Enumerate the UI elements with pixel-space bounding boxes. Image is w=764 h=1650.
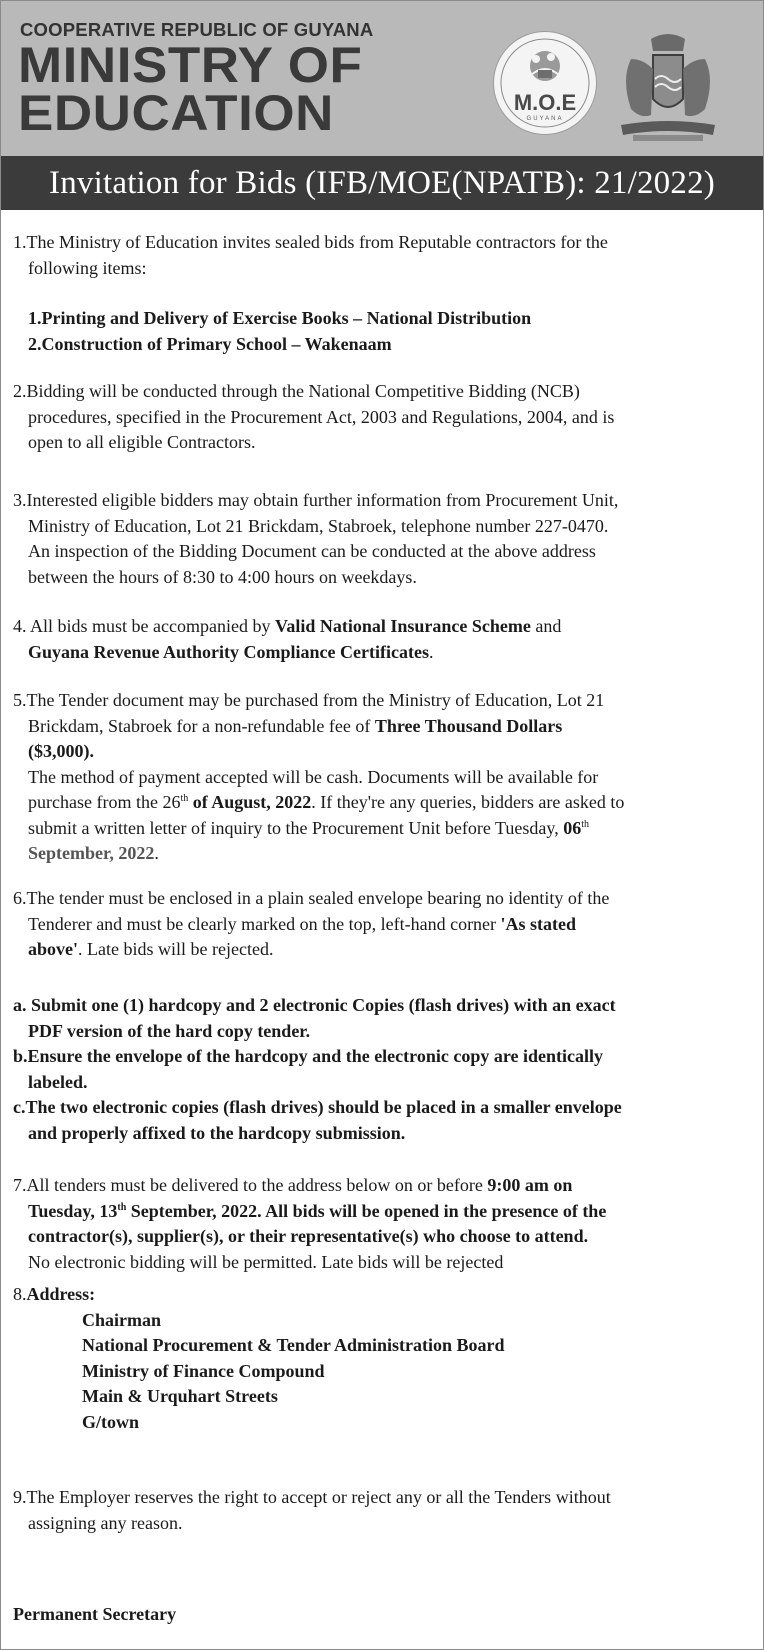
text-line	[13, 640, 749, 666]
text-line	[13, 816, 749, 842]
text-line: 6.The tender must be enclosed in a plain sealed envelope bearing no identity of the	[13, 888, 610, 908]
address-label: Address:	[26, 1284, 96, 1304]
text-line: and properly affixed to the hardcopy submission.	[28, 1122, 406, 1143]
country-name: COOPERATIVE REPUBLIC OF GUYANA	[20, 19, 374, 40]
text-span: 8.	[13, 1284, 27, 1304]
text-span-bold: Three Thousand Dollars	[374, 715, 563, 736]
text-span: and	[530, 616, 562, 636]
masthead	[1, 1, 763, 156]
text-span: .	[428, 641, 434, 662]
paragraph-6	[13, 886, 749, 963]
text-span-bold: Tuesday, 13	[28, 1200, 118, 1221]
list-item-b: b.Ensure the envelope of the hardcopy and the electronic copy are identically	[13, 1046, 603, 1066]
ministry-line-1: MINISTRY OF	[18, 37, 363, 93]
coat-of-arms-icon	[613, 29, 723, 147]
list-item-a: a. Submit one (1) hardcopy and 2 electronic Copies (flash drives) with an exact	[13, 995, 616, 1015]
text-line	[13, 937, 749, 963]
text-span: . If they're any queries, bidders are asked to	[311, 792, 625, 812]
text-line	[13, 614, 749, 640]
text-line: 9.The Employer reserves the right to accept or reject any or all the Tenders without	[13, 1487, 611, 1507]
paragraph-5	[13, 688, 749, 867]
text-line: Ministry of Education, Lot 21 Brickdam, Stabroek, telephone number 227-0470.	[28, 515, 609, 536]
list-item-c: c.The two electronic copies (flash drives) should be placed in a smaller envelope	[13, 1097, 622, 1117]
text-span-bold: September, 2022. All bids will be opened in the presence of the	[126, 1200, 607, 1221]
paragraph-3	[13, 488, 749, 590]
text-span: . Late bids will be rejected.	[78, 939, 274, 959]
text-line: open to all eligible Contractors.	[28, 432, 256, 452]
text-line: The method of payment accepted will be cash. Documents will be available for	[28, 766, 599, 787]
text-line	[13, 714, 749, 740]
superscript: th	[117, 1201, 127, 1213]
text-line: PDF version of the hard copy tender.	[28, 1020, 311, 1041]
text-line	[13, 1199, 749, 1225]
text-line	[13, 790, 749, 816]
address-line: Main & Urquhart Streets	[82, 1386, 278, 1406]
text-line: between the hours of 8:30 to 4:00 hours on weekdays.	[28, 566, 417, 587]
moe-logo-text: M.O.E	[513, 90, 577, 115]
bid-item-2: 2.Construction of Primary School – Wakenaam	[28, 333, 392, 354]
text-span-bold: September, 2022	[28, 843, 155, 863]
text-line: 5.The Tender document may be purchased from the Ministry of Education, Lot 21	[13, 690, 605, 710]
paragraph-7	[13, 1173, 749, 1275]
text-line	[13, 739, 749, 765]
text-line	[13, 912, 749, 938]
text-span: submit a written letter of inquiry to the Procurement Unit before Tuesday,	[28, 817, 564, 838]
moe-logo	[493, 31, 597, 135]
text-span-bold: 06	[563, 817, 582, 838]
text-line: procedures, specified in the Procurement Act, 2003 and Regulations, 2004, and is	[28, 406, 615, 427]
text-line: 3.Interested eligible bidders may obtain further information from Procurement Unit,	[13, 490, 619, 510]
ministry-name	[18, 37, 363, 141]
paragraph-2	[13, 379, 749, 456]
text-span-bold: Valid National Insurance Scheme	[274, 616, 531, 636]
text-span: .	[154, 843, 159, 863]
submission-requirements-list	[13, 993, 749, 1146]
paragraph-4	[13, 614, 749, 665]
signature: Permanent Secretary	[13, 1604, 177, 1624]
text-span-bold: 9:00 am on	[487, 1175, 573, 1195]
text-span-bold: Guyana Revenue Authority Compliance Certificates	[28, 641, 429, 662]
text-span-bold: above'	[28, 939, 79, 959]
text-line: labeled.	[28, 1071, 88, 1092]
text-span-bold: 'As stated	[500, 913, 577, 934]
text-line	[13, 1282, 749, 1308]
text-span: Tenderer and must be clearly marked on the top, left-hand corner	[28, 913, 501, 934]
text-line: contractor(s), supplier(s), or their representative(s) who choose to attend.	[28, 1226, 589, 1246]
superscript: th	[180, 793, 189, 804]
moe-logo-subtext: GUYANA	[526, 116, 564, 122]
address-line: Ministry of Finance Compound	[82, 1360, 325, 1381]
text-line: assigning any reason.	[28, 1512, 183, 1533]
bid-item-1: 1.Printing and Delivery of Exercise Books – National Distribution	[28, 308, 532, 328]
text-span: Brickdam, Stabroek for a non-refundable fee of	[28, 715, 375, 736]
paragraph-9	[13, 1485, 749, 1536]
paragraph-1	[13, 230, 749, 357]
text-span: 7.All tenders must be delivered to the address below on or before	[13, 1175, 488, 1195]
text-line: 1.The Ministry of Education invites sealed bids from Reputable contractors for the	[13, 232, 608, 252]
text-line: An inspection of the Bidding Document can be conducted at the above address	[28, 541, 596, 561]
text-span: purchase from the 26	[28, 792, 181, 812]
address-line: G/town	[82, 1411, 140, 1432]
superscript: th	[581, 818, 590, 830]
page-title: Invitation for Bids (IFB/MOE(NPATB): 21/2022)	[1, 156, 763, 210]
text-line: following items:	[28, 257, 147, 278]
text-span: 4. All bids must be accompanied by	[13, 616, 275, 636]
address-line: Chairman	[82, 1309, 162, 1330]
ministry-line-2: EDUCATION	[18, 85, 334, 141]
text-line	[13, 841, 749, 867]
text-line	[13, 1173, 749, 1199]
paragraph-8-address	[13, 1282, 749, 1435]
text-span-bold: of August, 2022	[188, 792, 312, 812]
address-line: National Procurement & Tender Administration Board	[82, 1335, 505, 1355]
text-span-bold: ($3,000).	[28, 741, 94, 761]
text-line: No electronic bidding will be permitted. Late bids will be rejected	[28, 1251, 504, 1272]
text-line: 2.Bidding will be conducted through the National Competitive Bidding (NCB)	[13, 381, 580, 401]
